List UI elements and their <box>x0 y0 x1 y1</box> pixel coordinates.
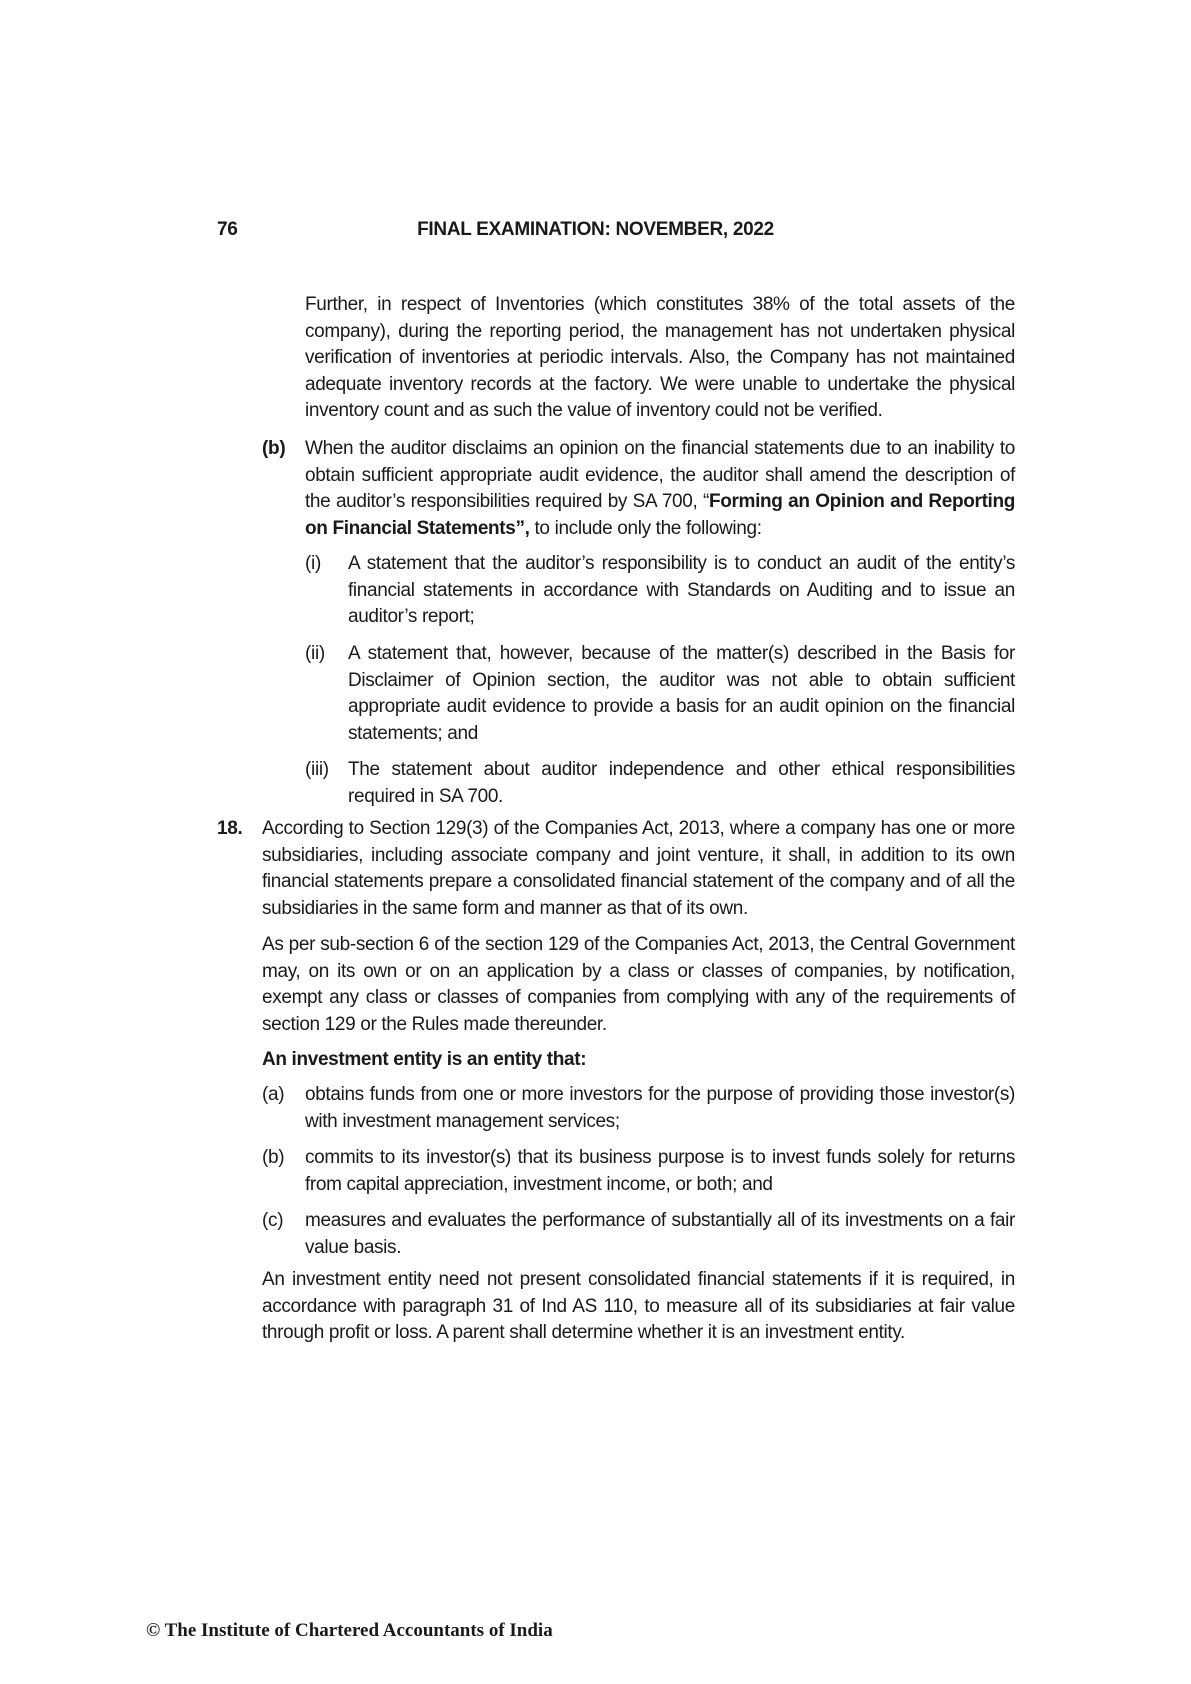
part-b-item-iii-marker: (iii) <box>305 759 329 780</box>
part-b-item-iii: The statement about auditor independence and other ethical responsibilities required in SA 700. <box>348 759 1015 807</box>
q18-item-c-marker: (c) <box>262 1210 284 1231</box>
part-b-paragraph <box>305 436 1015 542</box>
question-18-closing-paragraph: An investment entity need not present consolidated financial statements if it is required, in accordance with paragraph 31 of Ind AS 110, to measure all of its subsidiaries at fair value through profit or loss. A parent shall determine whether it is an investment entity. <box>262 1269 1015 1343</box>
investment-entity-subheading: An investment entity is an entity that: <box>262 1049 587 1070</box>
part-b-item-ii: A statement that, however, because of the matter(s) described in the Basis for Disclaimer of Opinion section, the auditor was not able to obtain sufficient appropriate audit evidence to provide a basis for an audit opinion on the financial statements; and <box>348 643 1015 744</box>
question-18-paragraph-2: As per sub-section 6 of the section 129 of the Companies Act, 2013, the Central Government may, on its own or on an application by a class or classes of companies, by notification, exempt any class or classes of companies from complying with any of the requirements of section 129 or the Rules made thereunder. <box>262 934 1015 1035</box>
part-b-text-before: When the auditor disclaims an opinion on the financial statements due to an inability to obtain sufficient appropriate audit evidence, the auditor shall amend the description of the auditor’s responsibilities required by SA 700, “ <box>305 438 1015 512</box>
part-b-item-i: A statement that the auditor’s responsibility is to conduct an audit of the entity’s financial statements in accordance with Standards on Auditing and to issue an auditor’s report; <box>348 553 1015 627</box>
intro-paragraph: Further, in respect of Inventories (which constitutes 38% of the total assets of the company), during the reporting period, the management has not undertaken physical verification of inventories at periodic intervals. Also, the Company has not maintained adequate inventory records at the factory. We were unable to undertake the physical inventory count and as such the value of inventory could not be verified. <box>305 294 1015 421</box>
part-b-item-ii-marker: (ii) <box>305 643 325 664</box>
question-18-paragraph-1: According to Section 129(3) of the Companies Act, 2013, where a company has one or more subsidiaries, including associate company and joint venture, it shall, in addition to its own financial statements prepare a consolidated financial statement of the company and of all the subsidiaries in the same form and manner as that of its own. <box>262 818 1015 919</box>
part-b-item-i-marker: (i) <box>305 553 321 574</box>
q18-item-a: obtains funds from one or more investors for the purpose of providing those investor(s) with investment management services; <box>305 1084 1015 1132</box>
q18-item-c: measures and evaluates the performance of substantially all of its investments on a fair value basis. <box>305 1210 1015 1258</box>
q18-item-b-marker: (b) <box>262 1147 285 1168</box>
q18-item-b: commits to its investor(s) that its business purpose is to invest funds solely for returns from capital appreciation, investment income, or both; and <box>305 1147 1015 1195</box>
part-b-bold-title: Forming an Opinion and Reporting on Financial Statements”, <box>305 491 1015 539</box>
q18-item-a-marker: (a) <box>262 1084 285 1105</box>
part-b-marker: (b) <box>262 438 286 459</box>
part-b-text-after: to include only the following: <box>529 517 762 539</box>
running-header: FINAL EXAMINATION: NOVEMBER, 2022 <box>417 219 774 240</box>
footer-copyright: © The Institute of Chartered Accountants of India <box>146 1620 553 1641</box>
question-18-number: 18. <box>217 818 243 839</box>
page-number: 76 <box>217 219 238 240</box>
